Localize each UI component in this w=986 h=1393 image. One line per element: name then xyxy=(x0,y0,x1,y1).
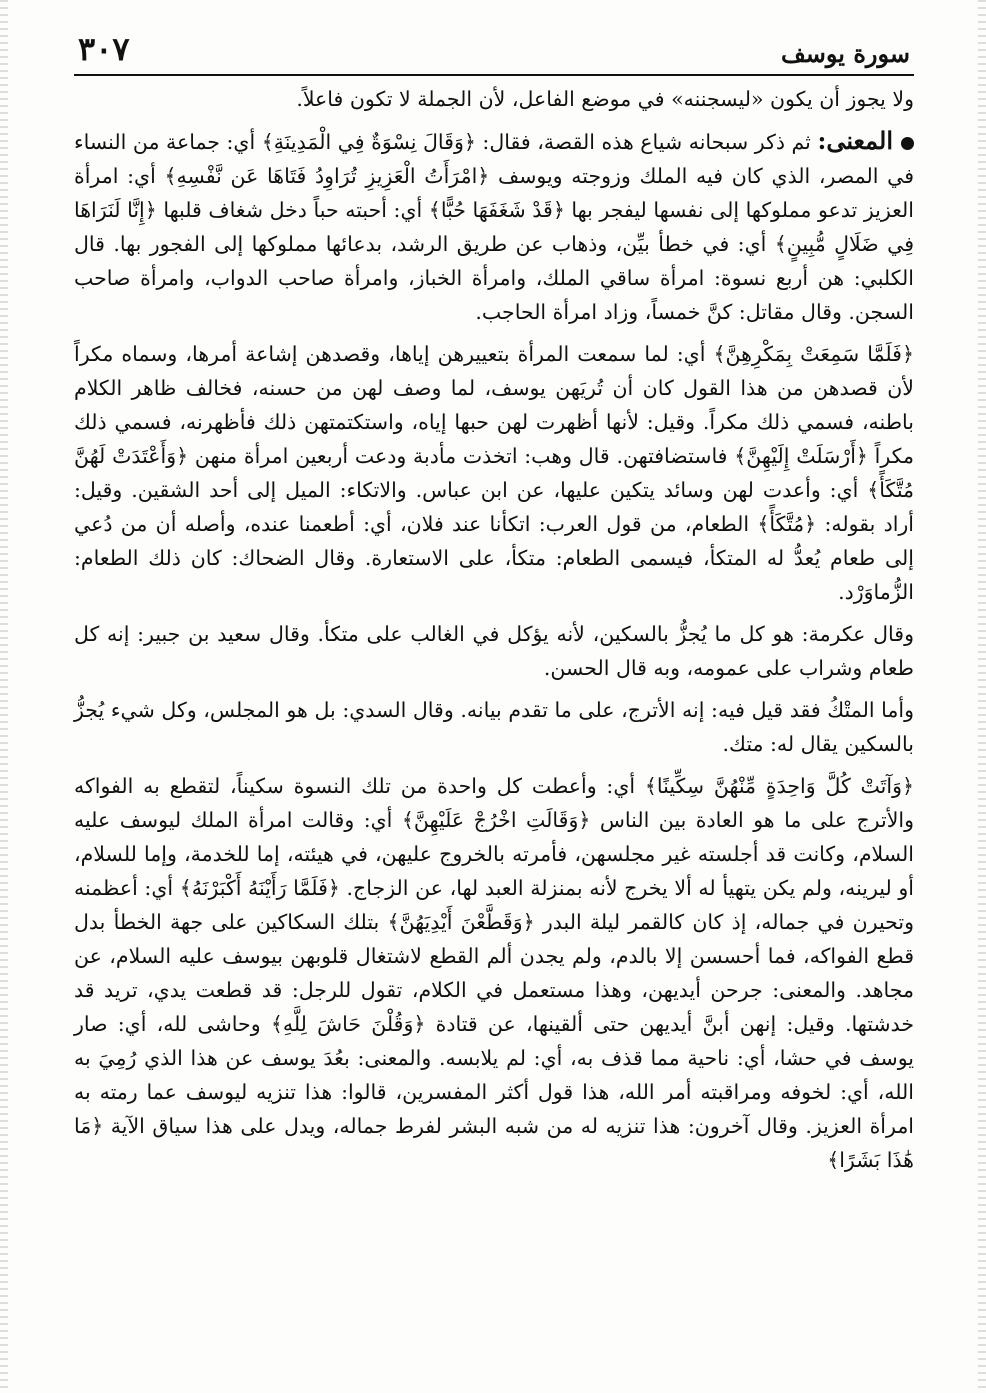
header-rule xyxy=(74,74,914,76)
meaning-label: المعنى: xyxy=(817,126,893,155)
page-number: ٣٠٧ xyxy=(78,30,130,68)
bullet-icon xyxy=(901,137,914,150)
surah-title: سورة يوسف xyxy=(780,39,910,68)
paragraph: ﴿وَآتَتْ كُلَّ وَاحِدَةٍ مِّنْهُنَّ سِكِّينًا﴾ أي: وأعطت كل واحدة من تلك النسوة سكيناً، لتقطع به الفواكه والأترج على ما هو العادة بين الناس ﴿وَقَالَتِ اخْرُجْ عَلَيْهِنَّ﴾ أي: وقالت امرأة الملك ليوسف عليه السلام، وكانت قد أجلسته غير مجلسهن، فأمرته بالخروج عليهن، في هيئته، إما للخدمة، وإما للسلام، أو ليرينه، ولم يكن يتهيأ له ألا يخرج لأنه بمنزلة العبد لها، عن الزجاج. ﴿فَلَمَّا رَأَيْنَهُ أَكْبَرْنَهُ﴾ أي: أعظمنه وتحيرن في جماله، إذ كان كالقمر ليلة البدر ﴿وَقَطَّعْنَ أَيْدِيَهُنَّ﴾ بتلك السكاكين على جهة الخطأ بدل قطع الفواكه، فما أحسسن إلا بالدم، ولم يجدن ألم القطع لاشتغال قلوبهن بيوسف عليه السلام، عن مجاهد. والمعنى: جرحن أيديهن، وهذا مستعمل في الكلام، تقول للرجل: قد قطعت يدي، تريد قد خدشتها. وقيل: إنهن أبنَّ أيديهن حتى ألقينها، عن قتادة ﴿وَقُلْنَ حَاشَ لِلَّهِ﴾ وحاشى لله، أي: صار يوسف في حشا، أي: ناحية مما قذف به، أي: لم يلابسه. والمعنى: بعُدَ يوسف عن هذا الذي رُمِيَ به الله، أي: لخوفه ومراقبته أمر الله، هذا قول أكثر المفسرين، قالوا: هذا تنزيه ليوسف عما رمته به امرأة العزيز. وقال آخرون: هذا تنزيه له من شبه البشر لفرط جماله، ويدل على هذا سياق الآية ﴿مَا هَٰذَا بَشَرًا﴾ xyxy=(74,774,914,1172)
paragraph: ﴿فَلَمَّا سَمِعَتْ بِمَكْرِهِنَّ﴾ أي: لما سمعت المرأة بتعييرهن إياها، وقصدهن إشاعة أمرها، وسماه مكراً لأن قصدهن من هذا القول كان أن تُريَهن يوسف، لما وصف لهن من حسنه، فخالف ظاهر الكلام باطنه، فسمي ذلك مكراً. وقيل: لأنها أظهرت لهن حبها إياه، واستكتمتهن ذلك فأظهرنه، فسمي ذلك مكراً ﴿أَرْسَلَتْ إِلَيْهِنَّ﴾ فاستضافتهن. قال وهب: اتخذت مأدبة ودعت أربعين امرأة منهن ﴿وَأَعْتَدَتْ لَهُنَّ مُتَّكَأً﴾ أي: وأعدت لهن وسائد يتكين عليها، عن ابن عباس. والاتكاء: الميل إلى أحد الشقين. وقيل: أراد بقوله: ﴿مُتَّكَأً﴾ الطعام، من قول العرب: اتكأنا عند فلان، أي: أطعمنا عنده، وأصله أن من دُعي إلى طعام يُعدُّ له المتكأ، فيسمى الطعام: متكأ، على الاستعارة. وقال الضحاك: كان ذلك الطعام: الزُّماوَرْد. xyxy=(74,342,914,604)
page-edge-right xyxy=(978,0,986,1393)
page-edge-left xyxy=(0,0,8,1393)
intro-line: ولا يجوز أن يكون «ليسجننه» في موضع الفاعل، لأن الجملة لا تكون فاعلاً. xyxy=(296,87,914,111)
paragraph: وقال عكرمة: هو كل ما يُجزُّ بالسكين، لأنه يؤكل في الغالب على متكأ. وقال سعيد بن جبير: إنه كل طعام وشراب على عمومه، وبه قال الحسن. xyxy=(74,622,914,680)
paragraph-text: ثم ذكر سبحانه شياع هذه القصة، فقال: ﴿وَقَالَ نِسْوَةٌ فِي الْمَدِينَةِ﴾ أي: جماعة من النساء في المصر، الذي كان فيه الملك وزوجته ويوسف ﴿امْرَأَتُ الْعَزِيزِ تُرَاوِدُ فَتَاهَا عَن نَّفْسِهِ﴾ أي: امرأة العزيز تدعو مملوكها إلى نفسها ليفجر بها ﴿قَدْ شَغَفَهَا حُبًّا﴾ أي: أحبته حباً دخل شغاف قلبها ﴿إِنَّا لَنَرَاهَا فِي ضَلَالٍ مُّبِينٍ﴾ أي: في خطأ بيِّن، وذهاب عن طريق الرشد، بدعائها مملوكها إلى الفجور بها. قال الكلبي: هن أربع نسوة: امرأة ساقي الملك، وامرأة الخباز، وامرأة صاحب الدواب، وامرأة صاحب السجن. وقال مقاتل: كنَّ خمساً، وزاد امرأة الحاجب. xyxy=(74,130,914,324)
paragraph: وأما المتْكُ فقد قيل فيه: إنه الأترج، على ما تقدم بيانه. وقال السدي: بل هو المجلس، وكل شيء يُجزُّ بالسكين يقال له: متك. xyxy=(74,698,914,756)
page-header xyxy=(74,26,914,74)
paragraph-meaning xyxy=(74,124,914,329)
